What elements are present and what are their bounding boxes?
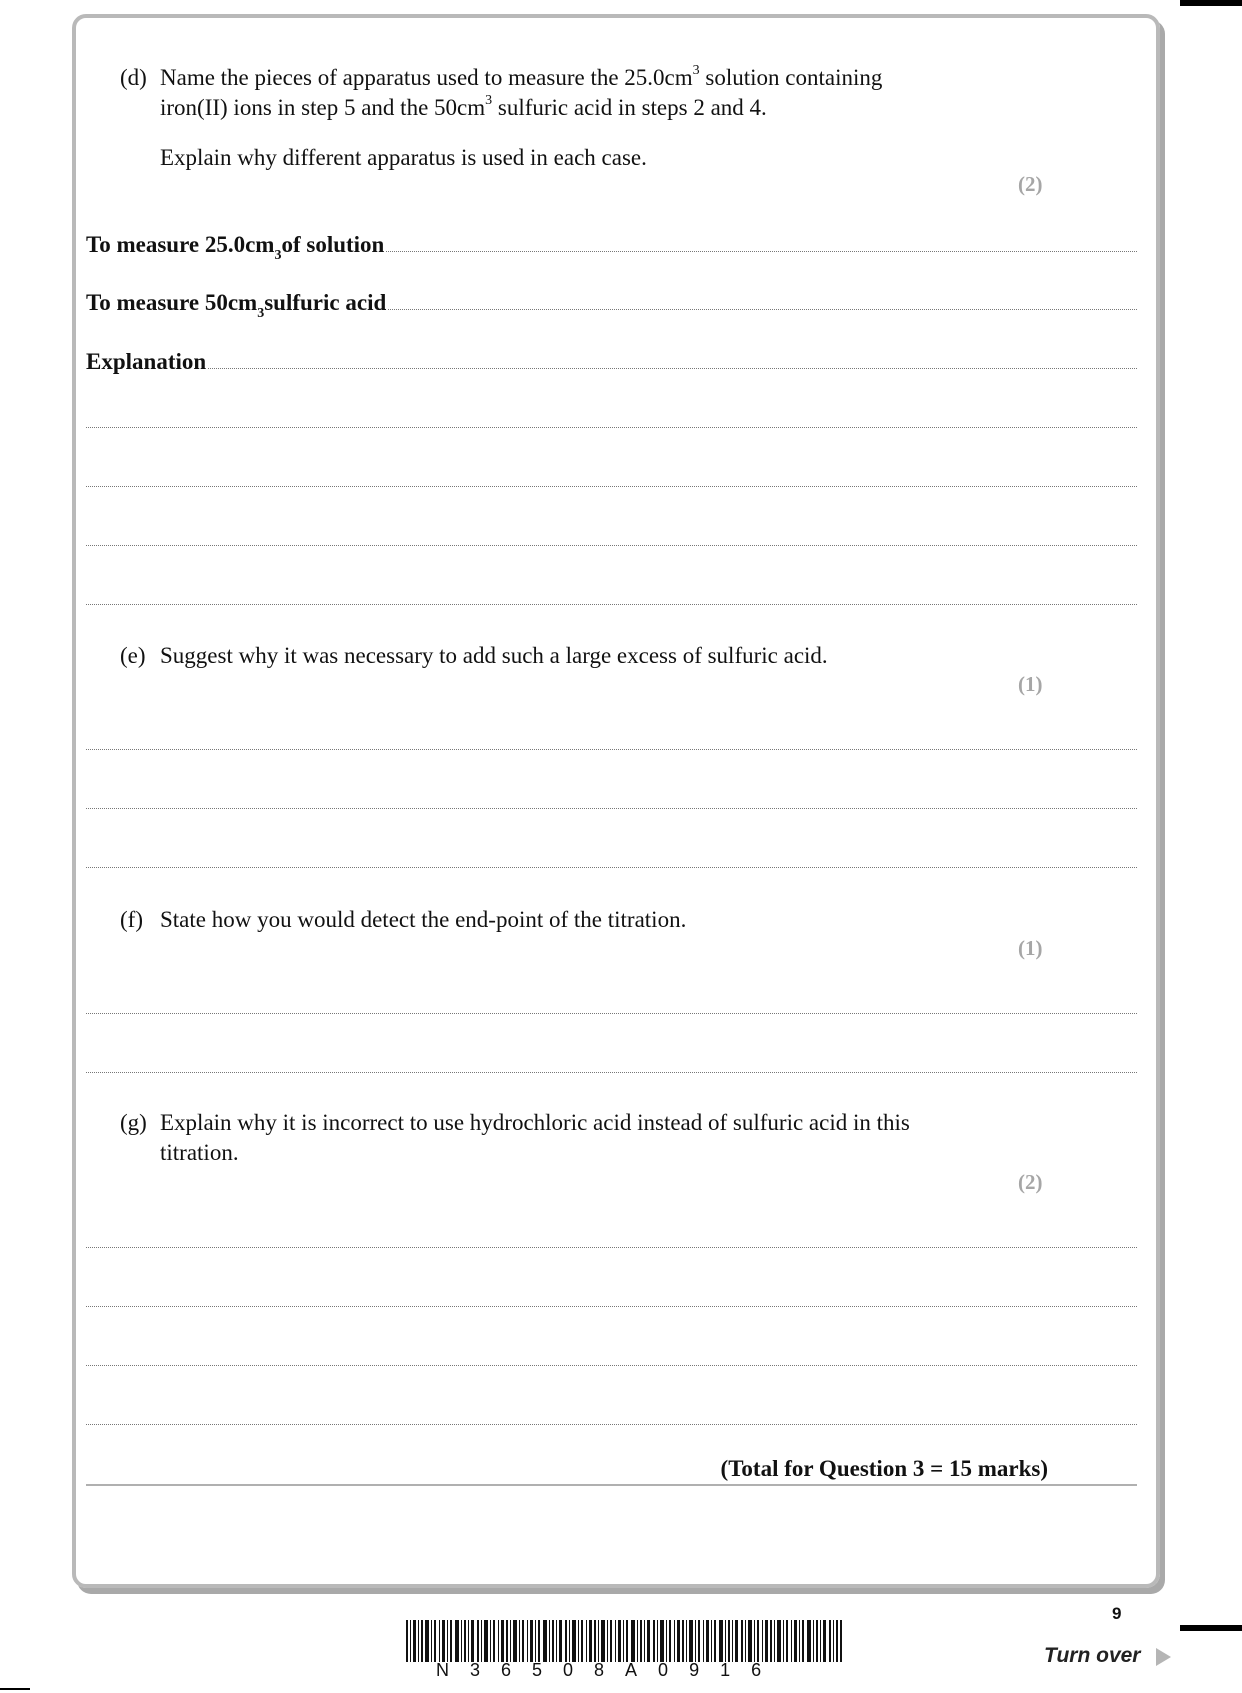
- corner-mark-bottom-right: [1180, 1625, 1242, 1631]
- answer-line[interactable]: [86, 808, 1137, 809]
- question-g: (g) Explain why it is incorrect to use hydrochloric acid instead of sulfuric acid in this titration.: [120, 1110, 910, 1165]
- answer-field-solution[interactable]: To measure 25.0cm $^3$ of solution: [86, 228, 1137, 258]
- answer-line[interactable]: [86, 1072, 1137, 1073]
- question-total: (Total for Question 3 = 15 marks): [720, 1456, 1048, 1481]
- question-d-instruction: Explain why different apparatus is used in each case.: [160, 145, 647, 170]
- turn-over-label: Turn over: [1044, 1644, 1141, 1667]
- question-d-marks: (2): [1018, 172, 1043, 196]
- question-d-label: (d): [120, 65, 147, 90]
- question-f-label: (f): [120, 907, 143, 932]
- turn-over-arrow-icon: [1156, 1648, 1171, 1666]
- answer-line[interactable]: [86, 545, 1137, 546]
- answer-line[interactable]: [86, 486, 1137, 487]
- question-e: (e) Suggest why it was necessary to add such a large excess of sulfuric acid.: [120, 641, 828, 671]
- answer-line[interactable]: [86, 1424, 1137, 1425]
- page-number: 9: [1112, 1604, 1122, 1623]
- question-e-marks: (1): [1018, 672, 1043, 696]
- barcode-number: N36508A0916: [436, 1660, 783, 1680]
- question-e-label: (e): [120, 643, 146, 668]
- question-d: (d) Name the pieces of apparatus used to measure the $25.0cm^3$ solution containing iron(II) ions in step 5 and the $50cm^3$ sulfuric acid in steps 2 and 4. Explain why different apparatus is used in each case.: [120, 63, 882, 173]
- answer-line[interactable]: [86, 1247, 1137, 1248]
- answer-line[interactable]: [86, 1365, 1137, 1366]
- total-divider: [86, 1484, 1137, 1486]
- question-g-marks: (2): [1018, 1170, 1043, 1194]
- answer-line[interactable]: [86, 427, 1137, 428]
- answer-line[interactable]: [86, 1306, 1137, 1307]
- answer-line[interactable]: [86, 604, 1137, 605]
- question-g-label: (g): [120, 1110, 147, 1135]
- answer-field-sulfuric-acid[interactable]: To measure 50cm $^3$ sulfuric acid: [86, 286, 1137, 316]
- answer-line[interactable]: [86, 749, 1137, 750]
- question-f-marks: (1): [1018, 936, 1043, 960]
- question-f: (f) State how you would detect the end-point of the titration.: [120, 905, 686, 935]
- answer-line[interactable]: [86, 1013, 1137, 1014]
- barcode: [406, 1620, 842, 1662]
- answer-field-explanation[interactable]: Explanation: [86, 345, 1137, 375]
- corner-mark-bottom-left: [0, 1688, 30, 1690]
- corner-mark-top-right: [1180, 0, 1242, 6]
- answer-line[interactable]: [86, 867, 1137, 868]
